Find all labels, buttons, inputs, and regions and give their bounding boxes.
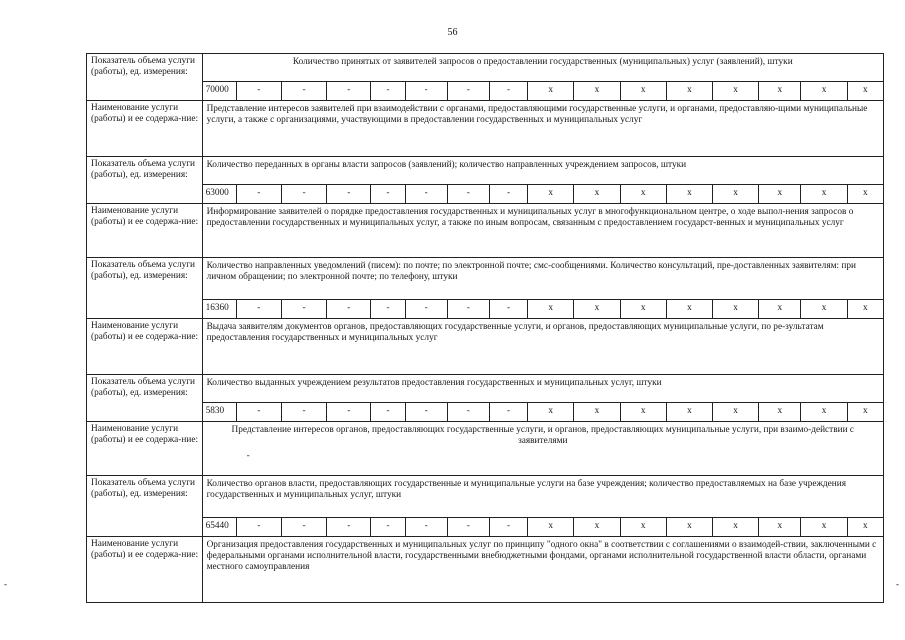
- indicator-value: 5830: [202, 403, 236, 422]
- value-cell: х: [759, 300, 801, 319]
- value-cell: -: [236, 300, 281, 319]
- service-description: Выдача заявителям документов органов, предоставляющих государственные услуги, и органов, предоставляющих муниципальные услуги, по ре-зультатам предоставления государственных и муниципальных услуг: [206, 322, 824, 344]
- indicator-value: 16360: [202, 300, 236, 319]
- indicator-values-row: [87, 300, 884, 319]
- value-cell: х: [620, 185, 666, 204]
- value-cell: -: [405, 518, 447, 537]
- value-cell: х: [847, 518, 883, 537]
- indicator-label: Показатель объема услуги (работы), ед. измерения:: [87, 157, 203, 204]
- value-cell: х: [847, 185, 883, 204]
- service-description: Информирование заявителей о порядке предоставления государственных и муниципальных услуг в многофункциональном центре, о ходе выпол-нения запросов о предоставлении государственных и муниципальных услуг, а также по иным вопросам, связанным с предоставлением государст-венных и муниципальных услуг: [206, 207, 854, 229]
- value-cell: х: [666, 185, 712, 204]
- service-row: [87, 204, 884, 258]
- service-text: [202, 537, 883, 603]
- table-body: [87, 54, 884, 603]
- value-cell: х: [801, 300, 847, 319]
- value-cell: -: [447, 185, 489, 204]
- service-row: [87, 319, 884, 375]
- value-cell: -: [447, 403, 489, 422]
- indicator-label: Показатель объема услуги (работы), ед. измерения:: [87, 54, 203, 101]
- value-cell: -: [489, 82, 527, 101]
- dash-mark: -: [246, 451, 250, 462]
- value-cell: -: [236, 82, 281, 101]
- value-cell: -: [371, 300, 405, 319]
- page-number: 56: [447, 27, 458, 38]
- value-cell: -: [447, 82, 489, 101]
- value-cell: -: [405, 185, 447, 204]
- indicator-label: Показатель объема услуги (работы), ед. измерения:: [87, 476, 203, 537]
- value-cell: х: [847, 300, 883, 319]
- value-cell: -: [327, 82, 371, 101]
- indicator-text-row: [87, 157, 884, 185]
- indicator-text: Количество направленных уведомлений (писем): по почте; по электронной почте; смс-сообщениями. Количество консультаций, пре-доставленных заявителям: при личном обращении; по электронной почте; по телефону, штуки: [202, 258, 883, 300]
- value-cell: -: [371, 518, 405, 537]
- service-label: Наименование услуги (работы) и ее содержа-ние:: [87, 319, 203, 375]
- value-cell: -: [281, 403, 326, 422]
- service-label: Наименование услуги (работы) и ее содержа-ние:: [87, 422, 203, 476]
- value-cell: х: [620, 518, 666, 537]
- value-cell: х: [666, 82, 712, 101]
- value-cell: -: [281, 82, 326, 101]
- service-label: Наименование услуги (работы) и ее содержа-ние:: [87, 101, 203, 157]
- page-edge-mark-right: -: [896, 579, 899, 589]
- value-cell: х: [528, 403, 574, 422]
- value-cell: -: [489, 403, 527, 422]
- service-row: [87, 537, 884, 603]
- value-cell: х: [528, 82, 574, 101]
- indicator-text-row: [87, 54, 884, 82]
- page-edge-mark-left: -: [4, 579, 7, 589]
- service-text: [202, 319, 883, 375]
- indicator-values-row: [87, 185, 884, 204]
- value-cell: х: [759, 518, 801, 537]
- value-cell: -: [489, 300, 527, 319]
- service-text: [202, 422, 883, 476]
- indicator-text: Количество органов власти, предоставляющих государственные и муниципальные услуги на базе учреждения; количество предоставляемых на базе учреждения государственных и муниципальных услуг, штуки: [202, 476, 883, 518]
- value-cell: х: [528, 300, 574, 319]
- value-cell: -: [327, 185, 371, 204]
- service-description: Представление интересов органов, предоставляющих государственные услуги, и органов, предоставляющих муниципальные услуги, при взаимо-действии с заявителями: [231, 425, 855, 447]
- value-cell: -: [327, 518, 371, 537]
- value-cell: х: [801, 403, 847, 422]
- value-cell: -: [405, 82, 447, 101]
- value-cell: х: [574, 518, 620, 537]
- value-cell: -: [405, 403, 447, 422]
- indicator-values-row: [87, 518, 884, 537]
- value-cell: х: [574, 300, 620, 319]
- value-cell: х: [847, 403, 883, 422]
- indicator-label: Показатель объема услуги (работы), ед. измерения:: [87, 375, 203, 422]
- value-cell: х: [574, 403, 620, 422]
- service-description: Представление интересов заявителей при взаимодействии с органами, предоставляющими государственные услуги, и органами, предоставляю-щими муниципальные услуги, а также с организациями, участвующими в предоставлении государственных и муниципальных услуг: [206, 104, 868, 126]
- value-cell: х: [713, 185, 759, 204]
- indicator-values-row: [87, 82, 884, 101]
- value-cell: х: [666, 518, 712, 537]
- value-cell: х: [713, 300, 759, 319]
- service-row: [87, 101, 884, 157]
- value-cell: -: [489, 518, 527, 537]
- value-cell: х: [713, 403, 759, 422]
- value-cell: -: [371, 403, 405, 422]
- service-description: Организация предоставления государственных и муниципальных услуг по принципу "одного окна" в соответствии с соглашениями о взаимодей-ствии, заключенными с федеральными органами исполнительной власти, государственными внебюджетными фондами, органами исполнительной государственной власти области, органами местного самоуправления: [206, 540, 877, 573]
- service-label: Наименование услуги (работы) и ее содержа-ние:: [87, 537, 203, 603]
- value-cell: -: [489, 185, 527, 204]
- indicator-value: 65440: [202, 518, 236, 537]
- value-cell: -: [327, 403, 371, 422]
- value-cell: -: [447, 300, 489, 319]
- value-cell: х: [759, 185, 801, 204]
- value-cell: х: [620, 300, 666, 319]
- value-cell: х: [574, 82, 620, 101]
- value-cell: х: [759, 82, 801, 101]
- indicator-value: 70000: [202, 82, 236, 101]
- service-text: [202, 204, 883, 258]
- indicator-values-row: [87, 403, 884, 422]
- indicator-text: Количество переданных в органы власти запросов (заявлений); количество направленных учреждением запросов, штуки: [202, 157, 883, 185]
- value-cell: -: [236, 518, 281, 537]
- value-cell: х: [713, 82, 759, 101]
- service-text: [202, 101, 883, 157]
- value-cell: х: [666, 300, 712, 319]
- value-cell: х: [801, 82, 847, 101]
- value-cell: -: [405, 300, 447, 319]
- value-cell: -: [447, 518, 489, 537]
- value-cell: х: [574, 185, 620, 204]
- value-cell: х: [528, 518, 574, 537]
- value-cell: х: [713, 518, 759, 537]
- indicator-label: Показатель объема услуги (работы), ед. измерения:: [87, 258, 203, 319]
- value-cell: -: [281, 185, 326, 204]
- indicator-text: Количество принятых от заявителей запросов о предоставлении государственных (муниципальных) услуг (заявлений), штуки: [202, 54, 883, 82]
- services-table: [86, 53, 884, 603]
- service-label: Наименование услуги (работы) и ее содержа-ние:: [87, 204, 203, 258]
- service-row: [87, 422, 884, 476]
- indicator-text-row: [87, 476, 884, 518]
- indicator-text: Количество выданных учреждением результатов предоставления государственных и муниципальных услуг, штуки: [202, 375, 883, 403]
- value-cell: х: [801, 518, 847, 537]
- value-cell: х: [666, 403, 712, 422]
- value-cell: -: [281, 518, 326, 537]
- value-cell: -: [236, 185, 281, 204]
- value-cell: -: [371, 185, 405, 204]
- value-cell: х: [620, 403, 666, 422]
- value-cell: х: [620, 82, 666, 101]
- indicator-text-row: [87, 375, 884, 403]
- value-cell: х: [801, 185, 847, 204]
- value-cell: -: [236, 403, 281, 422]
- indicator-value: 63000: [202, 185, 236, 204]
- value-cell: -: [281, 300, 326, 319]
- value-cell: х: [528, 185, 574, 204]
- value-cell: -: [327, 300, 371, 319]
- indicator-text-row: [87, 258, 884, 300]
- value-cell: х: [759, 403, 801, 422]
- value-cell: -: [371, 82, 405, 101]
- value-cell: х: [847, 82, 883, 101]
